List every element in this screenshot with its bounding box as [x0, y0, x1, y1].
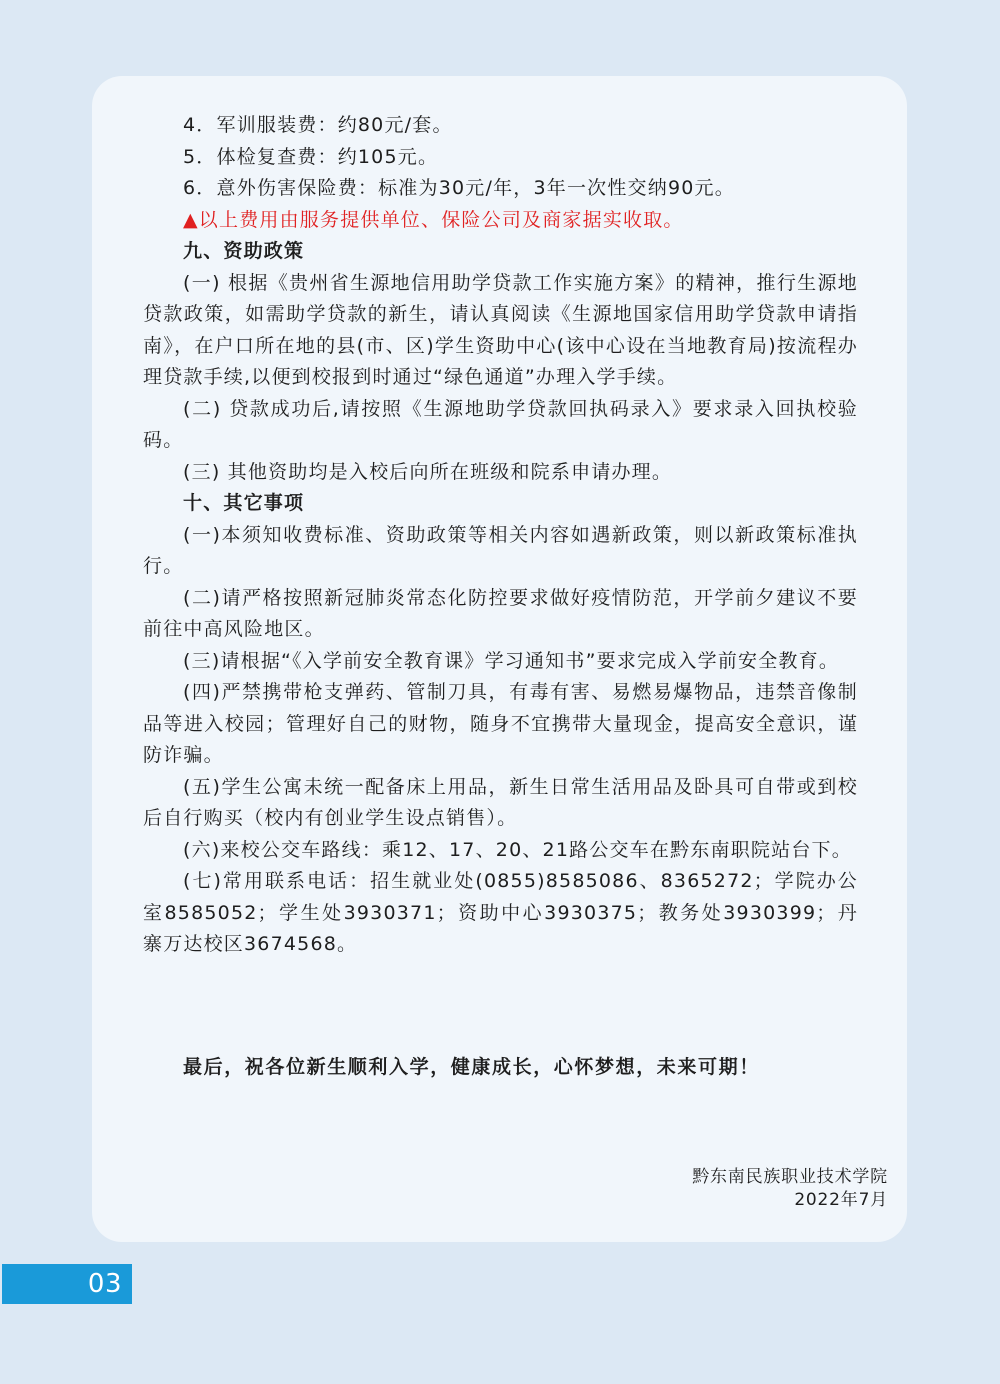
notice-body — [143, 110, 858, 961]
section-10-paragraph-3: (三)请根据“《入学前安全教育课》学习通知书”要求完成入学前安全教育。 — [183, 649, 840, 672]
section-10-paragraph-7: (七)常用联系电话：招生就业处(0855)8585086、8365272；学院办公室8585052；学生处3930371；资助中心3930375；教务处3930399；丹寨万达校区3674568。 — [143, 870, 858, 955]
fee-item-6: 6．意外伤害保险费：标准为30元/年，3年一次性交纳90元。 — [183, 177, 735, 199]
section-10-paragraph-2: (二)请严格按照新冠肺炎常态化防控要求做好疫情防范，开学前夕建议不要前往中高风险地区。 — [143, 586, 858, 640]
signature-date: 2022年7月 — [794, 1190, 888, 1210]
section-10-paragraph-4: (四)严禁携带枪支弹药、管制刀具，有毒有害、易燃易爆物品，违禁音像制品等进入校园；管理好自己的财物，随身不宜携带大量现金，提高安全意识，谨防诈骗。 — [143, 681, 858, 766]
section-9-paragraph-1: (一) 根据《贵州省生源地信用助学贷款工作实施方案》的精神，推行生源地贷款政策，如需助学贷款的新生，请认真阅读《生源地国家信用助学贷款申请指南》，在户口所在地的县(市、区)学生资助中心(该中心设在当地教育局)按流程办理贷款手续,以便到校报到时通过“绿色通道”办理入学手续。 — [143, 271, 858, 388]
page-number: 03 — [2, 1264, 132, 1304]
section-9-paragraph-2: (二) 贷款成功后,请按照《生源地助学贷款回执码录入》要求录入回执校验码。 — [143, 397, 858, 451]
closing-message: 最后，祝各位新生顺利入学，健康成长，心怀梦想，未来可期！ — [183, 1056, 760, 1078]
section-10-paragraph-5: (五)学生公寓未统一配备床上用品，新生日常生活用品及卧具可自带或到校后自行购买（校内有创业学生设点销售）。 — [143, 775, 858, 829]
fee-item-5: 5．体检复查费：约105元。 — [183, 145, 439, 168]
section-10-paragraph-6: (六)来校公交车路线：乘12、17、20、21路公交车在黔东南职院站台下。 — [183, 838, 852, 861]
section-9-heading: 九、资助政策 — [183, 240, 305, 262]
section-10-paragraph-1: (一)本须知收费标准、资助政策等相关内容如遇新政策，则以新政策标准执行。 — [143, 523, 858, 577]
signature-org: 黔东南民族职业技术学院 — [692, 1167, 888, 1187]
fee-notice: ▲以上费用由服务提供单位、保险公司及商家据实收取。 — [183, 208, 684, 231]
fee-item-4: 4．军训服装费：约80元/套。 — [183, 114, 453, 136]
signature-block — [692, 1166, 888, 1212]
section-10-heading: 十、其它事项 — [183, 492, 305, 514]
section-9-paragraph-3: (三) 其他资助均是入校后向所在班级和院系申请办理。 — [183, 460, 673, 483]
